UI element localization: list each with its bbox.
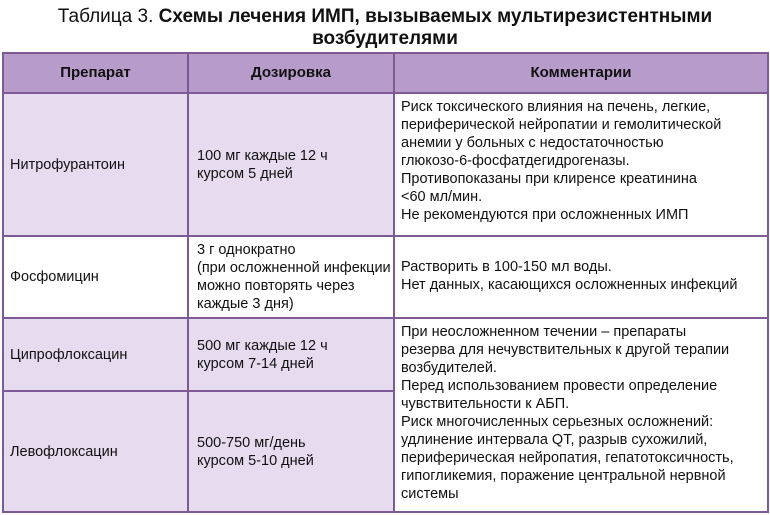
treatment-table [2, 52, 769, 513]
table-row-ciprofloxacin [3, 318, 768, 391]
comment-line: Перед использованием провести определение [401, 378, 718, 394]
comment-line: Риск токсического влияния на печень, легкие, [401, 99, 711, 115]
comment-line: возбудителей. [401, 360, 497, 376]
comment-line: периферической нейропатии и гемолитической [401, 117, 722, 133]
drug-cell: Нитрофурантоин [3, 93, 188, 236]
comment-cell [394, 236, 768, 318]
comment-line: При неосложненном течении – препараты [401, 324, 687, 340]
comment-line: Растворить в 100-150 мл воды. [401, 259, 612, 275]
comment-line: Противопоказаны при клиренсе креатинина [401, 171, 697, 187]
dose-cell [188, 93, 394, 236]
dose-line: 500-750 мг/день [197, 434, 306, 451]
header-dose: Дозировка [188, 53, 394, 93]
comment-line: чувствительности к АБП. [401, 396, 570, 412]
dose-line: каждые 3 дня) [197, 296, 294, 312]
dose-line: 3 г однократно [197, 242, 296, 258]
table-row-fosfomycin [3, 236, 768, 318]
comment-line: анемии у больных с недостаточностью [401, 135, 664, 151]
header-drug: Препарат [3, 53, 188, 93]
comment-cell [394, 93, 768, 236]
dose-cell [188, 318, 394, 391]
table-title-main: Схемы лечения ИМП, вызываемых мультирезистентными возбудителями [158, 6, 713, 49]
drug-cell: Ципрофлоксацин [3, 318, 188, 391]
dose-line: 500 мг каждые 12 ч [197, 337, 328, 354]
comment-line: Риск многочисленных серьезных осложнений: [401, 414, 714, 430]
comment-line: Не рекомендуются при осложненных ИМП [401, 207, 689, 223]
dose-line: курсом 5-10 дней [197, 452, 314, 469]
comment-line: периферическая нейропатия, гепатотоксичность, [401, 450, 734, 466]
comment-line: гипогликемия, поражение центральной нервной [401, 468, 726, 484]
table-title-prefix: Таблица 3. [57, 6, 154, 27]
dose-line: 100 мг каждые 12 ч [197, 147, 328, 164]
comment-line: Нет данных, касающихся осложненных инфекций [401, 277, 738, 293]
dose-line: (при осложненной инфекции [197, 260, 391, 276]
comment-cell-fluoroquinolones [394, 318, 768, 512]
comment-line: глюкозо-6-фосфатдегидрогеназы. [401, 153, 630, 169]
comment-line: <60 мл/мин. [401, 189, 483, 205]
dose-cell [188, 236, 394, 318]
comment-line: системы [401, 486, 459, 502]
header-comment: Комментарии [394, 53, 768, 93]
dose-line: курсом 5 дней [197, 165, 293, 182]
comment-line: удлинение интервала QT, разрыв сухожилий, [401, 432, 708, 448]
drug-cell: Фосфомицин [3, 236, 188, 318]
header-row [3, 53, 768, 93]
table-row-nitrofurantoin [3, 93, 768, 236]
dose-line: можно повторять через [197, 278, 355, 294]
dose-cell [188, 391, 394, 512]
drug-cell: Левофлоксацин [3, 391, 188, 512]
dose-line: курсом 7-14 дней [197, 355, 314, 372]
comment-line: резерва для нечувствительных к другой терапии [401, 342, 730, 358]
table-title [0, 0, 770, 52]
